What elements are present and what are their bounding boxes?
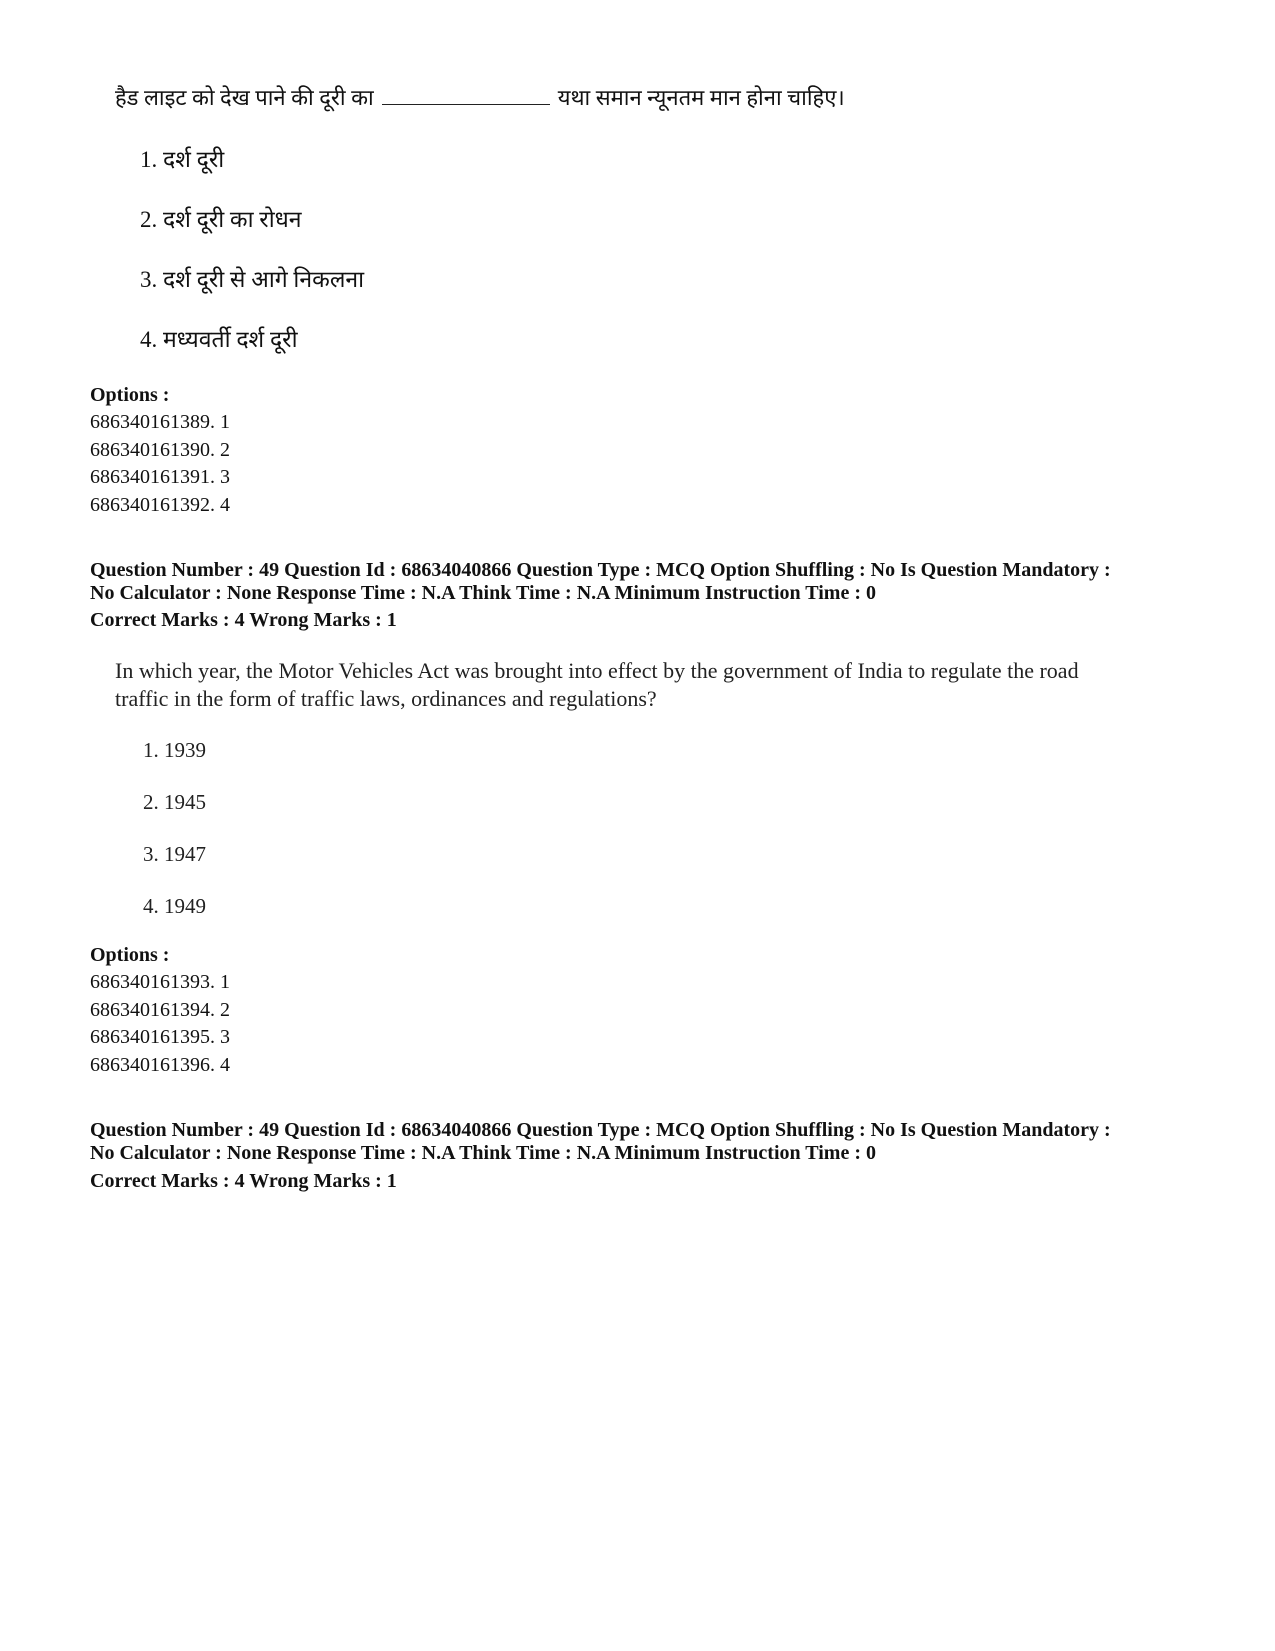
choice-2: 2. 1945 bbox=[143, 790, 206, 814]
stem-line: In which year, the Motor Vehicles Act was brought into effect by the government of India to regulate the road bbox=[115, 658, 1079, 683]
stem-before: हैड लाइट को देख पाने की दूरी का bbox=[115, 85, 374, 110]
question-stem-hindi bbox=[115, 84, 845, 112]
option-line: 686340161395. 3 bbox=[90, 1026, 230, 1048]
question-stem bbox=[115, 657, 1079, 713]
options-label: Options : bbox=[90, 944, 170, 966]
option-line: 686340161392. 4 bbox=[90, 494, 230, 516]
question-marks: Correct Marks : 4 Wrong Marks : 1 bbox=[90, 1170, 397, 1192]
fill-blank bbox=[382, 86, 550, 105]
question-meta-line: No Calculator : None Response Time : N.A Think Time : N.A Minimum Instruction Time : 0 bbox=[90, 1142, 876, 1164]
choice-2: 2. दर्श दूरी का रोधन bbox=[140, 207, 302, 232]
choice-4: 4. 1949 bbox=[143, 894, 206, 918]
option-line: 686340161391. 3 bbox=[90, 466, 230, 488]
question-marks: Correct Marks : 4 Wrong Marks : 1 bbox=[90, 609, 397, 631]
question-meta-line: No Calculator : None Response Time : N.A Think Time : N.A Minimum Instruction Time : 0 bbox=[90, 582, 876, 604]
choice-1: 1. दर्श दूरी bbox=[140, 147, 225, 172]
option-line: 686340161389. 1 bbox=[90, 411, 230, 433]
option-line: 686340161393. 1 bbox=[90, 971, 230, 993]
stem-after: यथा समान न्यूनतम मान होना चाहिए। bbox=[557, 85, 845, 110]
option-line: 686340161390. 2 bbox=[90, 439, 230, 461]
option-line: 686340161396. 4 bbox=[90, 1054, 230, 1076]
choice-3: 3. दर्श दूरी से आगे निकलना bbox=[140, 267, 365, 292]
stem-line: traffic in the form of traffic laws, ordinances and regulations? bbox=[115, 686, 657, 711]
question-meta-line: Question Number : 49 Question Id : 68634040866 Question Type : MCQ Option Shuffling : No Is Question Mandatory : bbox=[90, 559, 1111, 581]
choice-4: 4. मध्यवर्ती दर्श दूरी bbox=[140, 327, 298, 352]
question-meta-line: Question Number : 49 Question Id : 68634040866 Question Type : MCQ Option Shuffling : No Is Question Mandatory : bbox=[90, 1119, 1111, 1141]
options-label: Options : bbox=[90, 384, 170, 406]
choice-1: 1. 1939 bbox=[143, 738, 206, 762]
choice-3: 3. 1947 bbox=[143, 842, 206, 866]
option-line: 686340161394. 2 bbox=[90, 999, 230, 1021]
